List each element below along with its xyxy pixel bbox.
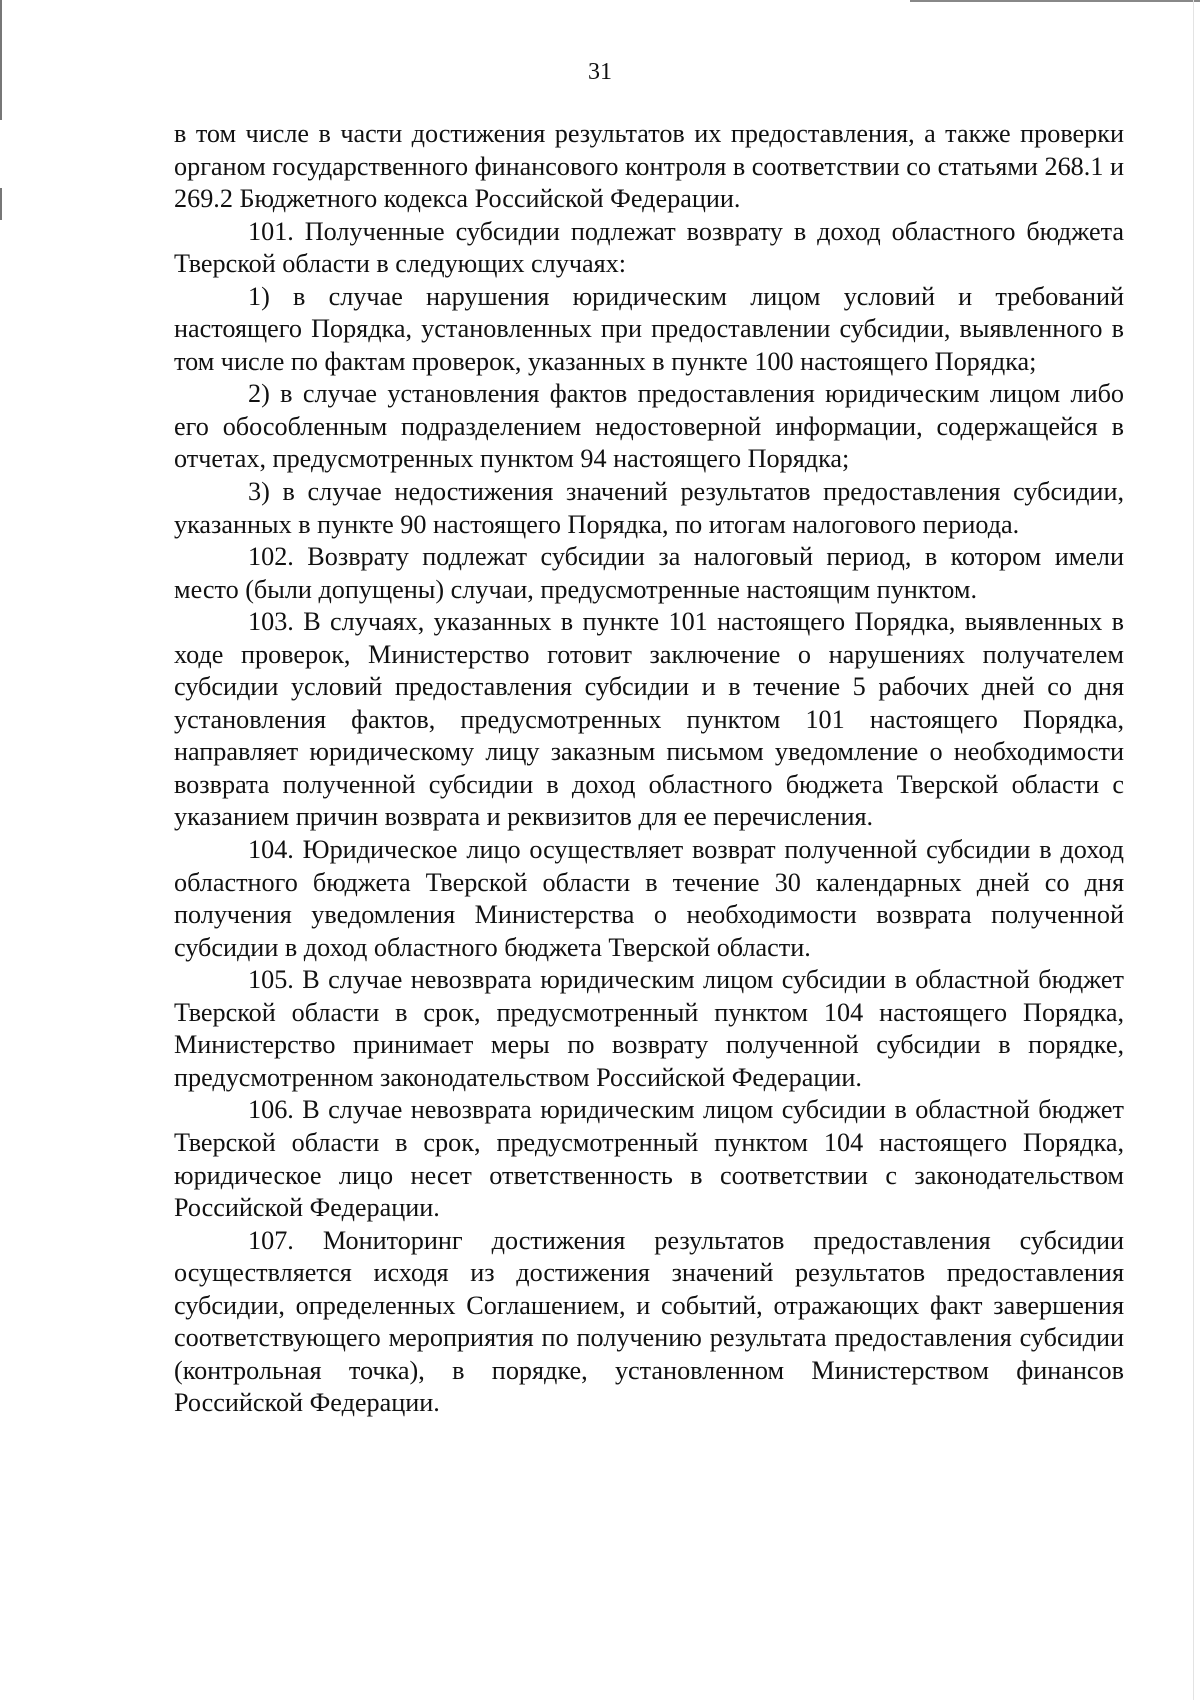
scan-edge-mark — [0, 188, 2, 220]
paragraph-101-item-1: 1) в случае нарушения юридическим лицом условий и требований настоящего Порядка, установленных при предоставлении субсидии, выявленного в том числе по фактам проверок, указанных в пункте 100 настоящего Порядка; — [174, 281, 1124, 376]
paragraph-103: 103. В случаях, указанных в пункте 101 настоящего Порядка, выявленных в ходе проверок, Министерство готовит заключение о нарушениях получателем субсидии условий предоставления субсидии и в течение 5 рабочих дней со дня установления фактов, предусмотренных пунктом 101 настоящего Порядка, направляет юридическому лицу заказным письмом уведомление о необходимости возврата полученной субсидии в доход областного бюджета Тверской области с указанием причин возврата и реквизитов для ее перечисления. — [174, 607, 1124, 832]
document-body — [174, 118, 1124, 1420]
paragraph-continuation: в том числе в части достижения результатов их предоставления, а также проверки органом государственного финансового контроля в соответствии со статьями 268.1 и 269.2 Бюджетного кодекса Российской Федерации. — [174, 119, 1124, 214]
paragraph-106: 106. В случае невозврата юридическим лицом субсидии в областной бюджет Тверской области в срок, предусмотренный пунктом 104 настоящего Порядка, юридическое лицо несет ответственность в соответствии с законодательством Российской Федерации. — [174, 1095, 1124, 1223]
paragraph-101: 101. Полученные субсидии подлежат возврату в доход областного бюджета Тверской области в следующих случаях: — [174, 216, 1124, 279]
page-number: 31 — [588, 59, 612, 85]
paragraph-101-item-2: 2) в случае установления фактов предоставления юридическим лицом либо его обособленным подразделением недостоверной информации, содержащейся в отчетах, предусмотренных пунктом 94 настоящего Порядка; — [174, 379, 1124, 474]
paragraph-107: 107. Мониторинг достижения результатов предоставления субсидии осуществляется исходя из достижения значений результатов предоставления субсидии, определенных Соглашением, и событий, отражающих факт завершения соответствующего мероприятия по получению результата предоставления субсидии (контрольная точка), в порядке, установленном Министерством финансов Российской Федерации. — [174, 1225, 1124, 1418]
paragraph-101-item-3: 3) в случае недостижения значений результатов предоставления субсидии, указанных в пункте 90 настоящего Порядка, по итогам налогового периода. — [174, 477, 1124, 539]
scan-edge-shadow — [1193, 0, 1194, 1700]
paragraph-104: 104. Юридическое лицо осуществляет возврат полученной субсидии в доход областного бюджета Тверской области в течение 30 календарных дней со дня получения уведомления Министерства о необходимости возврата полученной субсидии в доход областного бюджета Тверской области. — [174, 835, 1124, 962]
scan-edge-line — [910, 0, 1200, 2]
paragraph-105: 105. В случае невозврата юридическим лицом субсидии в областной бюджет Тверской области в срок, предусмотренный пунктом 104 настоящего Порядка, Министерство принимает меры по возврату полученной субсидии в порядке, предусмотренном законодательством Российской Федерации. — [174, 965, 1124, 1092]
paragraph-102: 102. Возврату подлежат субсидии за налоговый период, в котором имели место (были допущены) случаи, предусмотренные настоящим пунктом. — [174, 542, 1124, 604]
